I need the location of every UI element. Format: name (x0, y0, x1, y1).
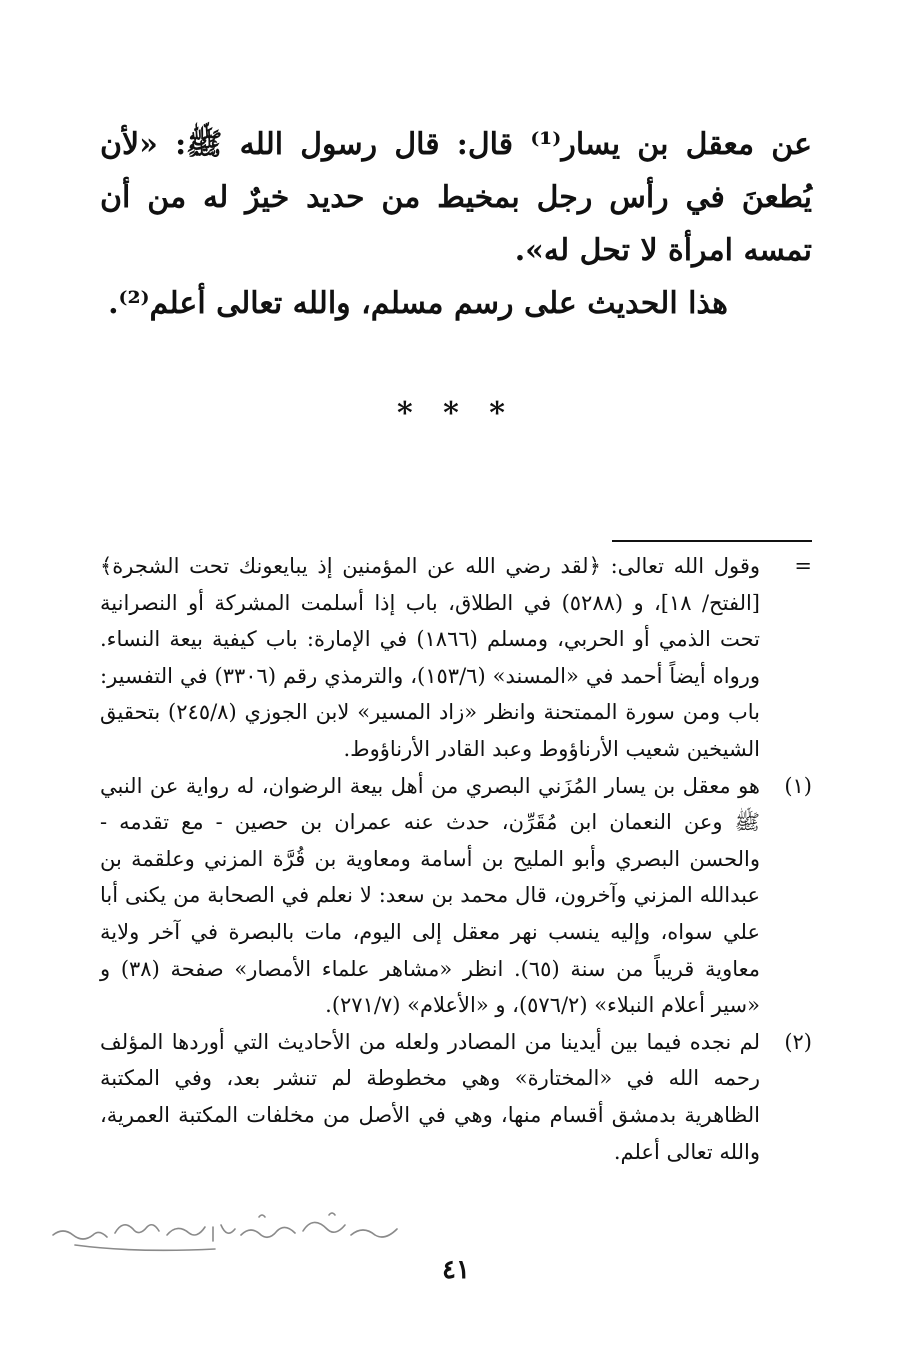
footnote-text: وقول الله تعالى: ﴿لقد رضي الله عن المؤمنين إذ يبايعونك تحت الشجرة﴾ [الفتح/ ١٨]، و (٥٢٨٨) في الطلاق، باب إذا أسلمت المشركة أو النصرانية تحت الذمي أو الحربي، ومسلم (١٨٦٦) في الإمارة: باب كيفية بيعة النساء. ورواه أيضاً أحمد في «المسند» (١٥٣/٦)، والترمذي رقم (٣٣٠٦) في التفسير: باب ومن سورة الممتحنة وانظر «زاد المسير» لابن الجوزي (٢٤٥/٨) بتحقيق الشيخين شعيب الأرناؤوط وعبد القادر الأرناؤوط. (100, 554, 760, 761)
footnote-2 (100, 1024, 812, 1170)
section-separator: * * * (397, 396, 515, 431)
handwritten-annotation (45, 1205, 415, 1257)
footnote-text: هو معقل بن يسار المُزَني البصري من أهل بيعة الرضوان، له رواية عن النبي ﷺ وعن النعمان ابن مُقَرِّن، حدث عنه عمران بن حصين - مع تقدمه - والحسن البصري وأبو المليح بن أسامة ومعاوية بن قُرَّة المزني وعلقمة بن عبدالله المزني وآخرون، قال محمد بن سعد: لا نعلم في الصحابة من يكنى أبا علي سواه، وإليه ينسب نهر معقل إلى اليوم، مات بالبصرة في آخر ولاية معاوية قريباً من سنة (٦٥). انظر «مشاهر علماء الأمصار» صفحة (٣٨) و «سير أعلام النبلاء» (٥٧٦/٢)، و «الأعلام» (٢٧١/٧). (100, 773, 760, 1018)
footnote-divider (612, 540, 812, 542)
footnote-marker: (١) (784, 773, 812, 798)
page-number: ٤١ (442, 1255, 470, 1285)
footnote-marker: = (794, 554, 812, 578)
footnote-marker: (٢) (784, 1029, 812, 1054)
footnote-1 (100, 768, 812, 1024)
hadith-paragraph: عن معقل بن يسار⁽¹⁾ قال: قال رسول الله ﷺ: «لأن يُطعنَ في رأس رجل بمخيط من حديد خيرٌ له من أن تمسه امرأة لا تحل له». (100, 127, 812, 268)
conclusion-paragraph: هذا الحديث على رسم مسلم، والله تعالى أعلم⁽²⁾. (108, 286, 728, 321)
footnote-continuation (100, 548, 812, 768)
footnote-text: لم نجده فيما بين أيدينا من المصادر ولعله من الأحاديث التي أوردها المؤلف رحمه الله في «المختارة» وهي مخطوطة لم تنشر بعد، وفي المكتبة الظاهرية بدمشق أقسام منها، وهي في الأصل من مخلفات المكتبة العمرية، والله تعالى أعلم. (100, 1029, 760, 1164)
main-text (100, 118, 812, 330)
footnotes (100, 548, 812, 1170)
